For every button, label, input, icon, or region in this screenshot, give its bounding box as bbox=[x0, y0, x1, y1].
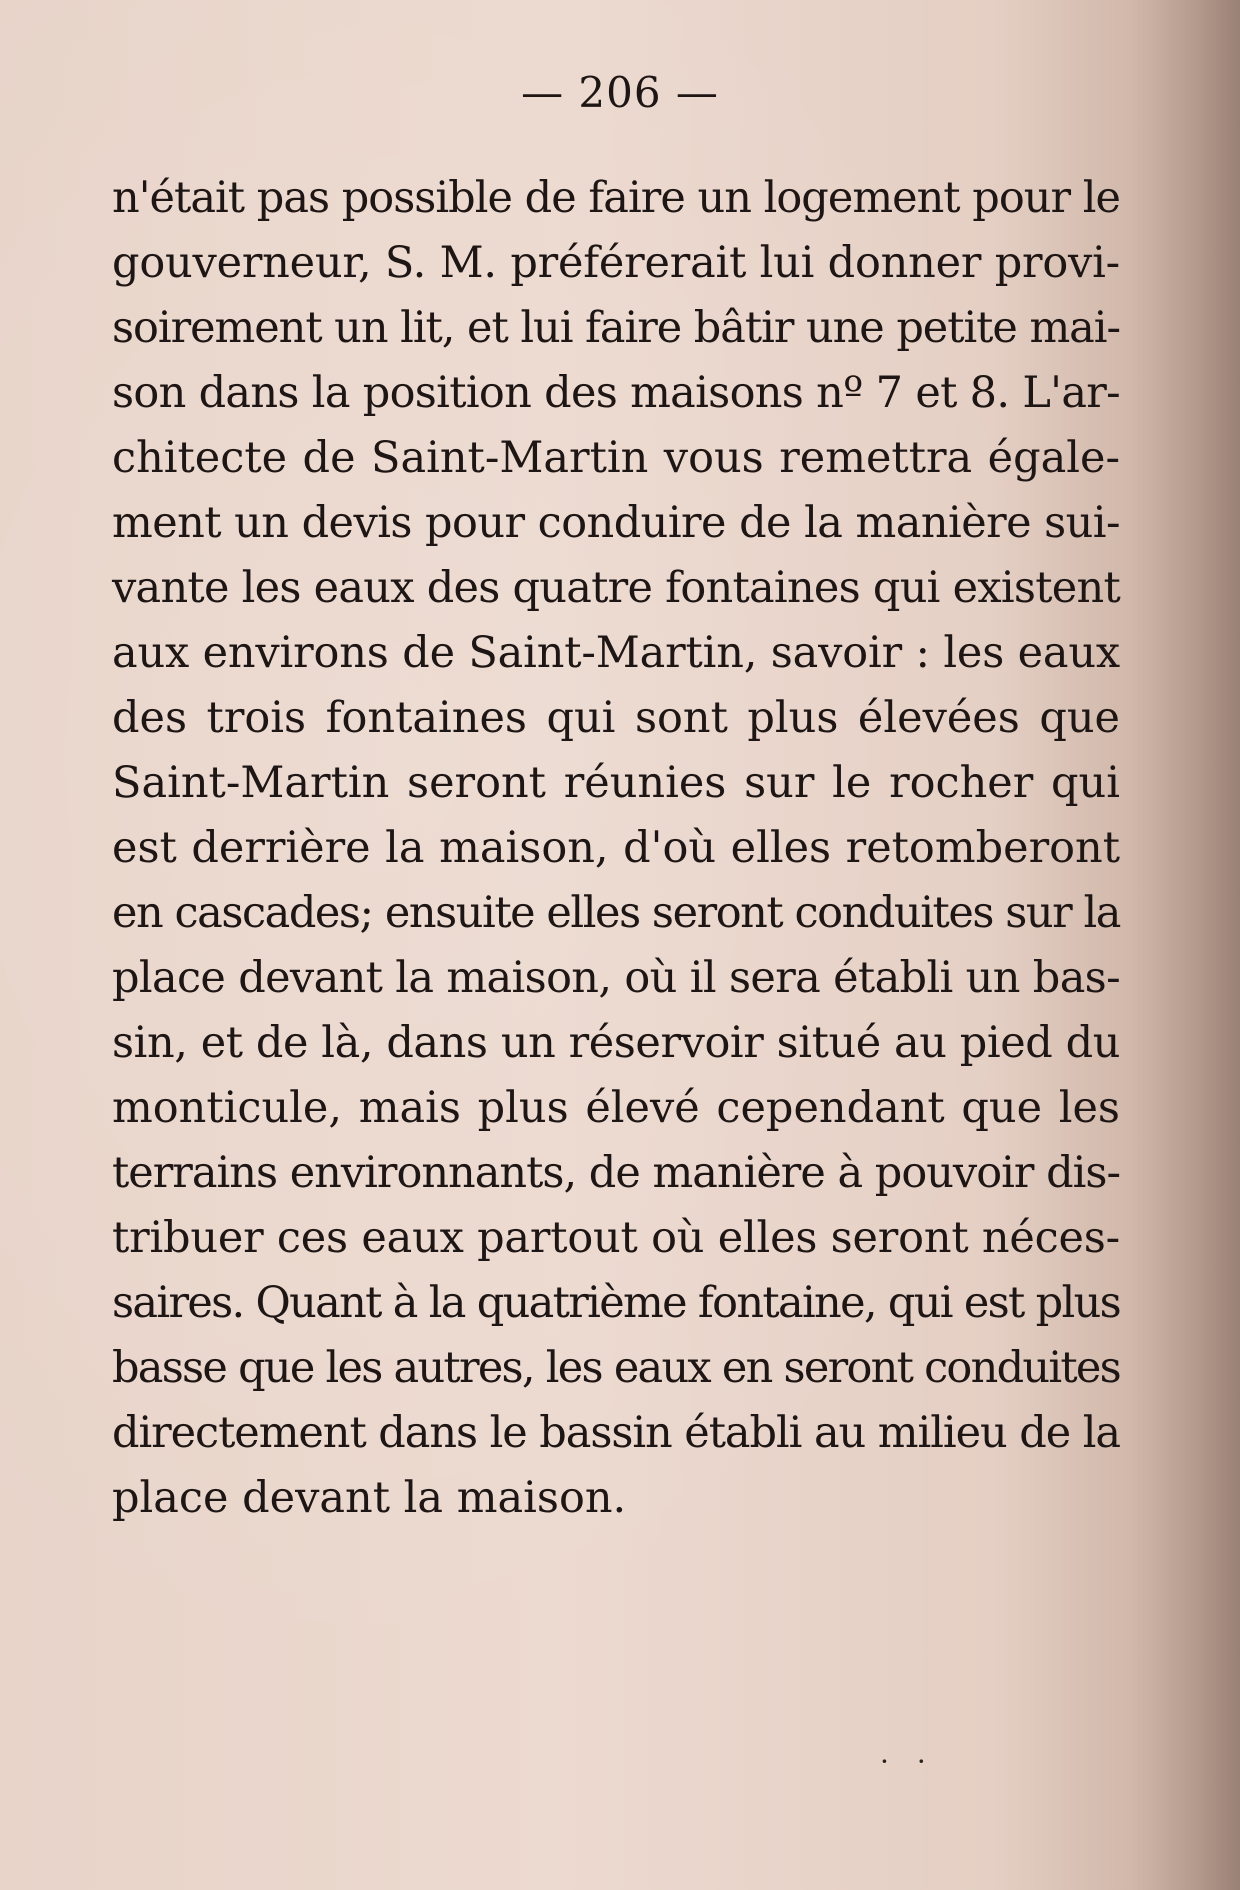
body-text bbox=[112, 166, 1120, 1531]
text-line: sin, et de là, dans un réservoir situé au pied du bbox=[112, 1018, 1120, 1068]
text-line: chitecte de Saint-Martin vous remettra égale- bbox=[112, 433, 1120, 483]
text-line: son dans la position des maisons nº 7 et 8. L'ar- bbox=[112, 368, 1120, 418]
text-line: vante les eaux des quatre fontaines qui existent bbox=[112, 563, 1120, 613]
text-line: basse que les autres, les eaux en seront conduites bbox=[112, 1343, 1120, 1393]
text-line: est derrière la maison, d'où elles retomberont bbox=[112, 823, 1120, 873]
text-line: tribuer ces eaux partout où elles seront néces- bbox=[112, 1213, 1121, 1263]
text-line: place devant la maison, où il sera établi un bas- bbox=[112, 953, 1120, 1003]
text-line: n'était pas possible de faire un logement pour le bbox=[112, 173, 1120, 223]
text-line: gouverneur, S. M. préférerait lui donner provi- bbox=[112, 238, 1120, 288]
text-line: directement dans le bassin établi au milieu de la bbox=[112, 1408, 1120, 1458]
page-edge-shadow bbox=[1130, 0, 1240, 1890]
text-line: monticule, mais plus élevé cependant que les bbox=[112, 1083, 1120, 1133]
text-line: soirement un lit, et lui faire bâtir une petite mai- bbox=[112, 303, 1120, 353]
text-line: ment un devis pour conduire de la manière sui- bbox=[112, 498, 1120, 548]
text-line: des trois fontaines qui sont plus élevées que bbox=[112, 693, 1120, 743]
text-line: saires. Quant à la quatrième fontaine, qui est plus bbox=[112, 1278, 1120, 1328]
text-line: aux environs de Saint-Martin, savoir : les eaux bbox=[112, 628, 1120, 678]
text-line: en cascades; ensuite elles seront conduites sur la bbox=[112, 888, 1120, 938]
paper-specks: ·· bbox=[880, 1745, 954, 1778]
text-line-last: place devant la maison. bbox=[112, 1473, 627, 1523]
page-number: — 206 — bbox=[521, 68, 719, 117]
text-line: terrains environnants, de manière à pouvoir dis- bbox=[112, 1148, 1120, 1198]
text-line: Saint-Martin seront réunies sur le rocher qui bbox=[112, 758, 1120, 808]
